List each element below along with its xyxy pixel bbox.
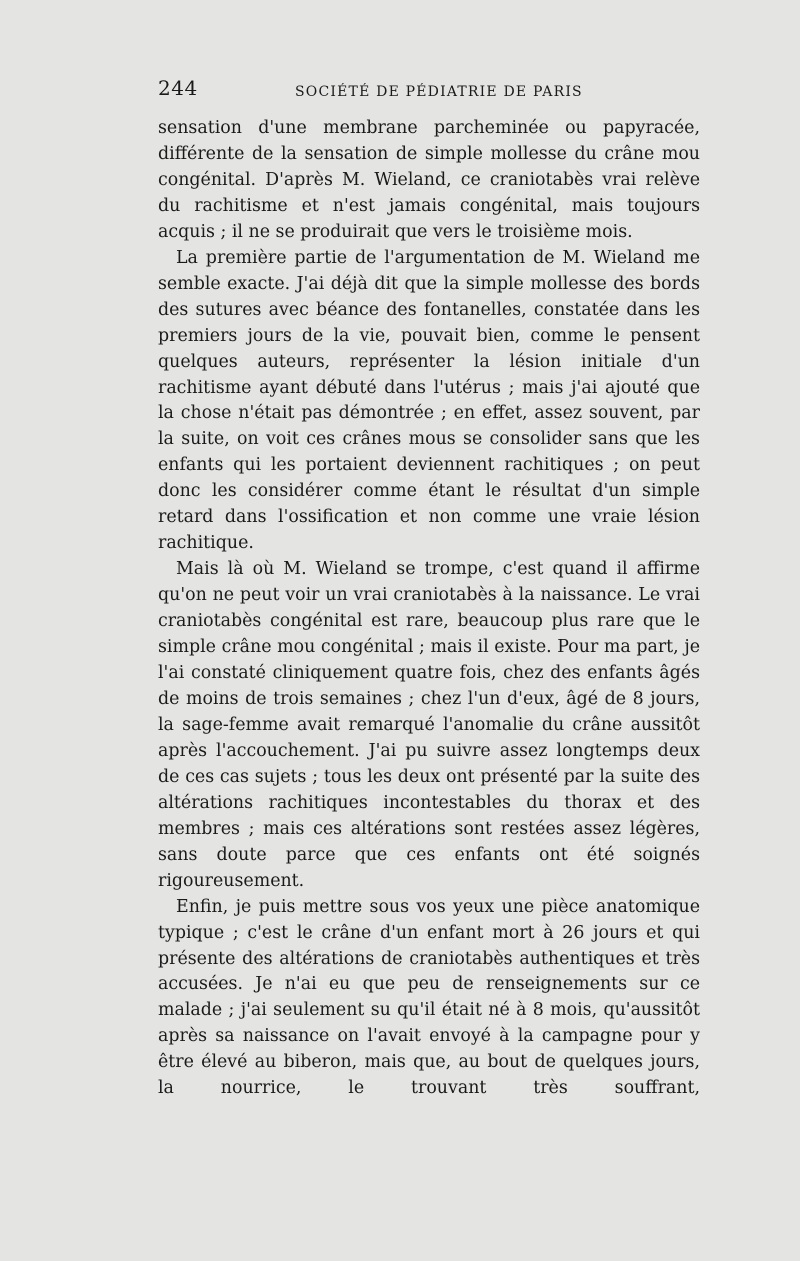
paragraph-2: La première partie de l'argumentation de M. Wieland me semble exacte. J'ai déjà dit que la simple mollesse des bords des sutures avec béance des fontanelles, constatée dans les premiers jours de la vie, pouvait bien, comme le pensent quelques auteurs, représenter la lésion initiale d'un rachitisme ayant débuté dans l'utérus ; mais j'ai ajouté que la chose n'était pas démontrée ; en effet, assez souvent, par la suite, on voit ces crânes mous se consolider sans que les enfants qui les portaient deviennent rachitiques ; on peut donc les considérer comme étant le résultat d'un simple retard dans l'ossification et non comme une vraie lésion rachitique.: [158, 247, 700, 554]
page-number: 244: [158, 76, 198, 100]
paragraph-4: Enfin, je puis mettre sous vos yeux une pièce anatomique typique ; c'est le crâne d'un enfant mort à 26 jours et qui présente des altérations de craniotabès authentiques et très accusées. Je n'ai eu que peu de renseignements sur ce malade ; j'ai seulement su qu'il était né à 8 mois, qu'aussitôt après sa naissance on l'avait envoyé à la campagne pour y être élevé au biberon, mais que, au bout de quelques jours, la nourrice, le trouvant très souffrant,: [158, 896, 700, 1099]
running-title: SOCIÉTÉ DE PÉDIATRIE DE PARIS: [295, 84, 583, 100]
body-text: [158, 116, 700, 1102]
paragraph-3: Mais là où M. Wieland se trompe, c'est quand il affirme qu'on ne peut voir un vrai craniotabès à la naissance. Le vrai craniotabès congénital est rare, beaucoup plus rare que le simple crâne mou congénital ; mais il existe. Pour ma part, je l'ai constaté cliniquement quatre fois, chez des enfants âgés de moins de trois semaines ; chez l'un d'eux, âgé de 8 jours, la sage-femme avait remarqué l'anomalie du crâne aussitôt après l'accouchement. J'ai pu suivre assez longtemps deux de ces cas sujets ; tous les deux ont présenté par la suite des altérations rachitiques incontestables du thorax et des membres ; mais ces altérations sont restées assez légères, sans doute parce que ces enfants ont été soignés rigoureusement.: [158, 559, 700, 891]
paragraph-1: sensation d'une membrane parcheminée ou papyracée, différente de la sensation de simple mollesse du crâne mou congénital. D'après M. Wieland, ce craniotabès vrai relève du rachitisme et n'est jamais congénital, mais toujours acquis ; il ne se produirait que vers le troisième mois.: [158, 118, 700, 242]
